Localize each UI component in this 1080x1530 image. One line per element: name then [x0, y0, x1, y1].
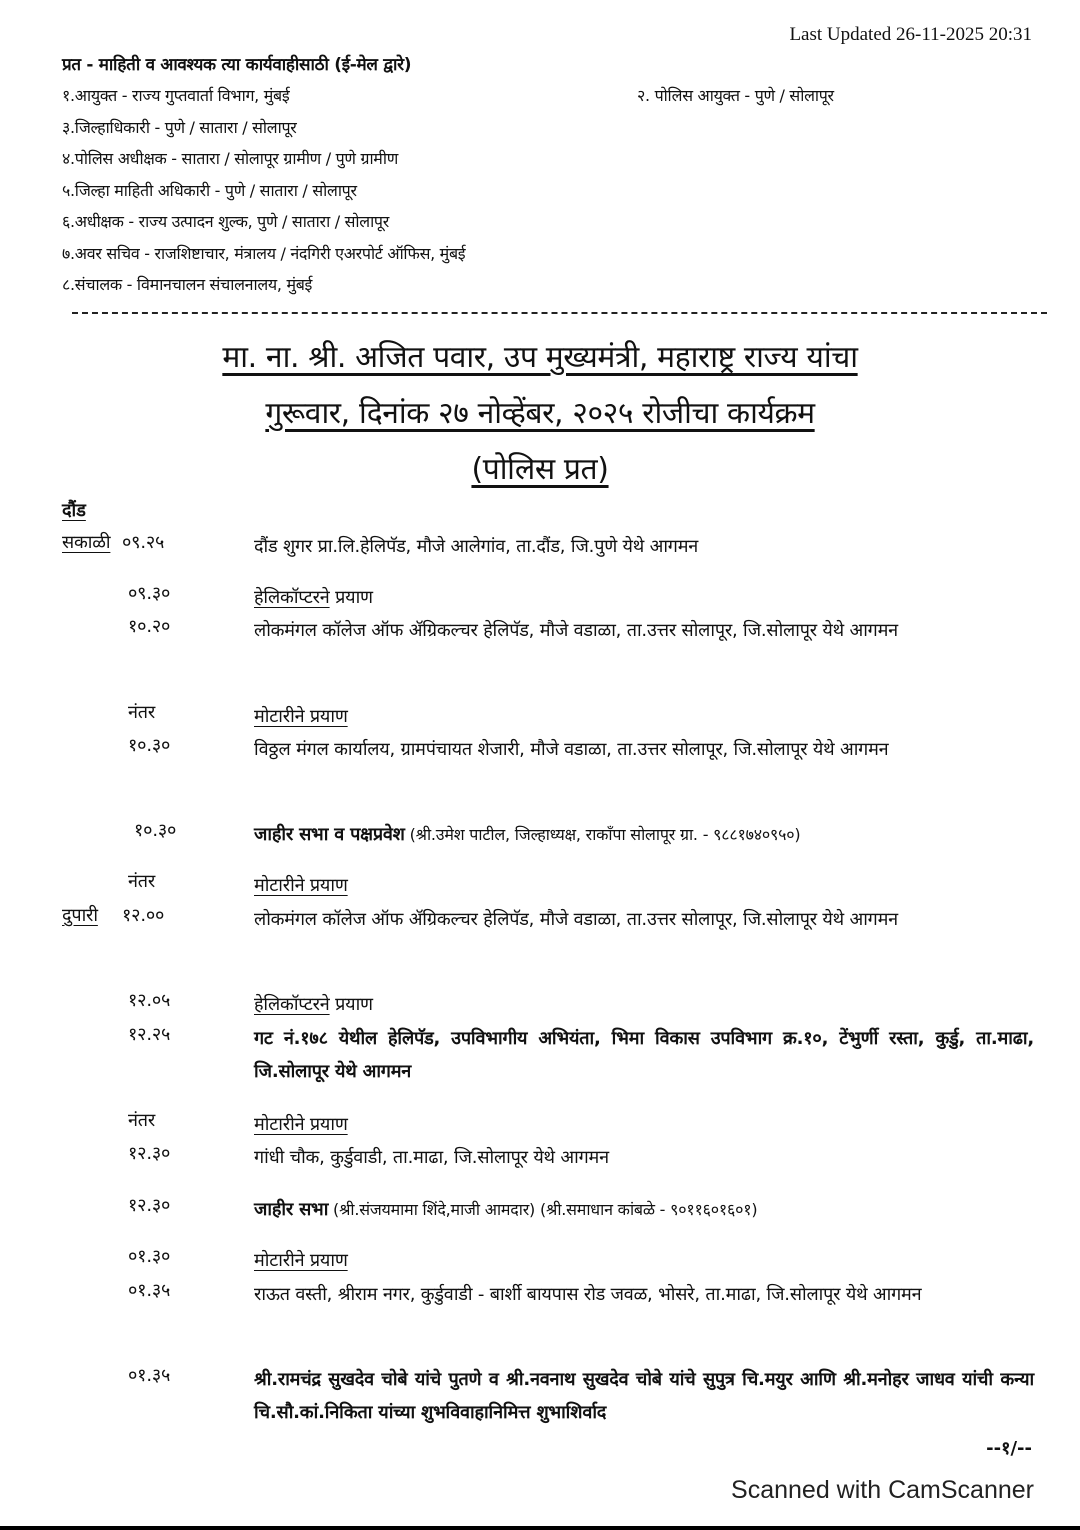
entry-description [254, 818, 1034, 851]
entry-description: गट नं.१७८ येथील हेलिपॅड, उपविभागीय अभियंता, भिमा विकास उपविभाग क्र.१०, टेंभुर्णी रस्ता, कुर्डु, ता.माढा, जि.सोलापूर येथे आगमन [254, 1028, 1034, 1082]
page-number: --१/-- [986, 1438, 1032, 1459]
entry-description: दौंड शुगर प्रा.लि.हेलिपॅड, मौजे आलेगांव, ता.दौंड, जि.पुणे येथे आगमन [254, 536, 699, 557]
cc-recipient: ४.पोलिस अधीक्षक - सातारा / सोलापूर ग्रामीण / पुणे ग्रामीण [62, 149, 398, 168]
entry-description-rest: प्रयाण [329, 587, 373, 608]
period-label: दुपारी [62, 905, 98, 926]
cc-recipient: ६.अधीक्षक - राज्य उत्पादन शुल्क, पुणे / सातारा / सोलापूर [62, 212, 389, 231]
cc-row [62, 147, 1022, 179]
entry-time: ०९.२५ [122, 532, 165, 553]
entry-description [254, 700, 1034, 733]
entry-description: श्री.रामचंद्र सुखदेव चोबे यांचे पुतणे व श्री.नवनाथ सुखदेव चोबे यांचे सुपुत्र चि.मयुर आणि श्री.मनोहर जाधव यांची कन्या चि.सौ.कां.निकिता यांच्या शुभविवाहानिमित्त शुभाशिर्वाद [254, 1369, 1034, 1423]
entry-time: १२.३० [128, 1195, 171, 1216]
entry-description [254, 1193, 1034, 1226]
entry-time: नंतर [128, 702, 156, 723]
cc-row [62, 179, 1022, 211]
document-title [0, 330, 1080, 498]
title-line-3: (पोलिस प्रत) [471, 452, 609, 487]
entry-time: ०९.३० [128, 583, 171, 604]
cc-recipient: ५.जिल्हा माहिती अधिकारी - पुणे / सातारा / सोलापूर [62, 180, 357, 200]
travel-mode: मोटारीने प्रयाण [254, 1250, 348, 1271]
cc-recipient-list [62, 84, 1022, 305]
cc-recipient: १.आयुक्त - राज्य गुप्तवार्ता विभाग, मुंबई [62, 86, 290, 105]
entry-description [254, 1244, 1034, 1277]
entry-description: लोकमंगल कॉलेज ऑफ ॲग्रिकल्चर हेलिपॅड, मौजे वडाळा, ता.उत्तर सोलापूर, जि.सोलापूर येथे आगमन [254, 620, 898, 641]
entry-time: १२.०० [122, 905, 165, 926]
cc-row [62, 84, 1022, 116]
entry-description [254, 988, 1034, 1021]
cc-row [62, 210, 1022, 242]
entry-description: राऊत वस्ती, श्रीराम नगर, कुर्डुवाडी - बार्शी बायपास रोड जवळ, भोसरे, ता.माढा, जि.सोलापूर येथे आगमन [254, 1284, 922, 1305]
cc-recipient: ७.अवर सचिव - राजशिष्टाचार, मंत्रालय / नंदगिरी एअरपोर्ट ऑफिस, मुंबई [62, 243, 466, 263]
travel-mode: मोटारीने प्रयाण [254, 875, 348, 896]
entry-time: १०.३० [134, 820, 177, 841]
title-line-2: गुरूवार, दिनांक २७ नोव्हेंबर, २०२५ रोजीचा कार्यक्रम [265, 396, 815, 431]
last-updated-stamp: Last Updated 26-11-2025 20:31 [789, 24, 1032, 45]
cc-row [62, 242, 1022, 274]
event-contact: (श्री.उमेश पाटील, जिल्हाध्यक्ष, राकॉंपा सोलापूर ग्रा. - ९८८१७४०९५०) [404, 825, 801, 844]
cc-recipient: ३.जिल्हाधिकारी - पुणे / सातारा / सोलापूर [62, 117, 297, 137]
entry-time: नंतर [128, 871, 156, 892]
cc-heading: प्रत - माहिती व आवश्यक त्या कार्यवाहीसाठी (ई-मेल द्वारे) [62, 55, 412, 75]
entry-time: १०.२० [128, 616, 171, 637]
section-heading-daund: दौंड [62, 500, 86, 521]
entry-description [254, 581, 1034, 614]
entry-time: १२.२५ [128, 1024, 171, 1045]
travel-mode: मोटारीने प्रयाण [254, 706, 348, 727]
cc-row [62, 116, 1022, 148]
cc-recipient: ८.संचालक - विमानचालन संचालनालय, मुंबई [62, 275, 313, 294]
entry-description [254, 1108, 1034, 1141]
entry-description-rest: प्रयाण [329, 994, 373, 1015]
title-line-1: मा. ना. श्री. अजित पवार, उप मुख्यमंत्री, महाराष्ट्र राज्य यांचा [222, 340, 858, 375]
travel-mode: हेलिकॉप्टरने [254, 994, 330, 1015]
entry-time: १०.३० [128, 735, 171, 756]
entry-time: ०१.३० [128, 1246, 171, 1267]
entry-description: लोकमंगल कॉलेज ऑफ ॲग्रिकल्चर हेलिपॅड, मौजे वडाळा, ता.उत्तर सोलापूर, जि.सोलापूर येथे आगमन [254, 909, 898, 930]
entry-description: विठ्ठल मंगल कार्यालय, ग्रामपंचायत शेजारी, मौजे वडाळा, ता.उत्तर सोलापूर, जि.सोलापूर येथे आगमन [254, 739, 889, 760]
entry-description: गांधी चौक, कुर्डुवाडी, ता.माढा, जि.सोलापूर येथे आगमन [254, 1147, 609, 1168]
travel-mode: मोटारीने प्रयाण [254, 1114, 348, 1135]
bottom-edge-bar [0, 1526, 1080, 1530]
camscanner-watermark: Scanned with CamScanner [731, 1476, 1034, 1504]
event-name: जाहीर सभा व पक्षप्रवेश [254, 824, 405, 845]
entry-time: नंतर [128, 1110, 156, 1131]
entry-time: १२.३० [128, 1143, 171, 1164]
period-label: सकाळी [62, 532, 111, 553]
event-name: जाहीर सभा [254, 1199, 329, 1220]
entry-time: १२.०५ [128, 990, 171, 1011]
event-contact: (श्री.संजयमामा शिंदे,माजी आमदार) (श्री.समाधान कांबळे - ९०११६०१६०१) [328, 1200, 758, 1219]
travel-mode: हेलिकॉप्टरने [254, 587, 330, 608]
entry-time: ०१.३५ [128, 1365, 171, 1386]
entry-description [254, 869, 1034, 902]
cc-row [62, 273, 1022, 305]
dashed-separator [72, 312, 1047, 314]
cc-recipient: २. पोलिस आयुक्त - पुणे / सोलापूर [637, 86, 834, 105]
entry-time: ०१.३५ [128, 1280, 171, 1301]
